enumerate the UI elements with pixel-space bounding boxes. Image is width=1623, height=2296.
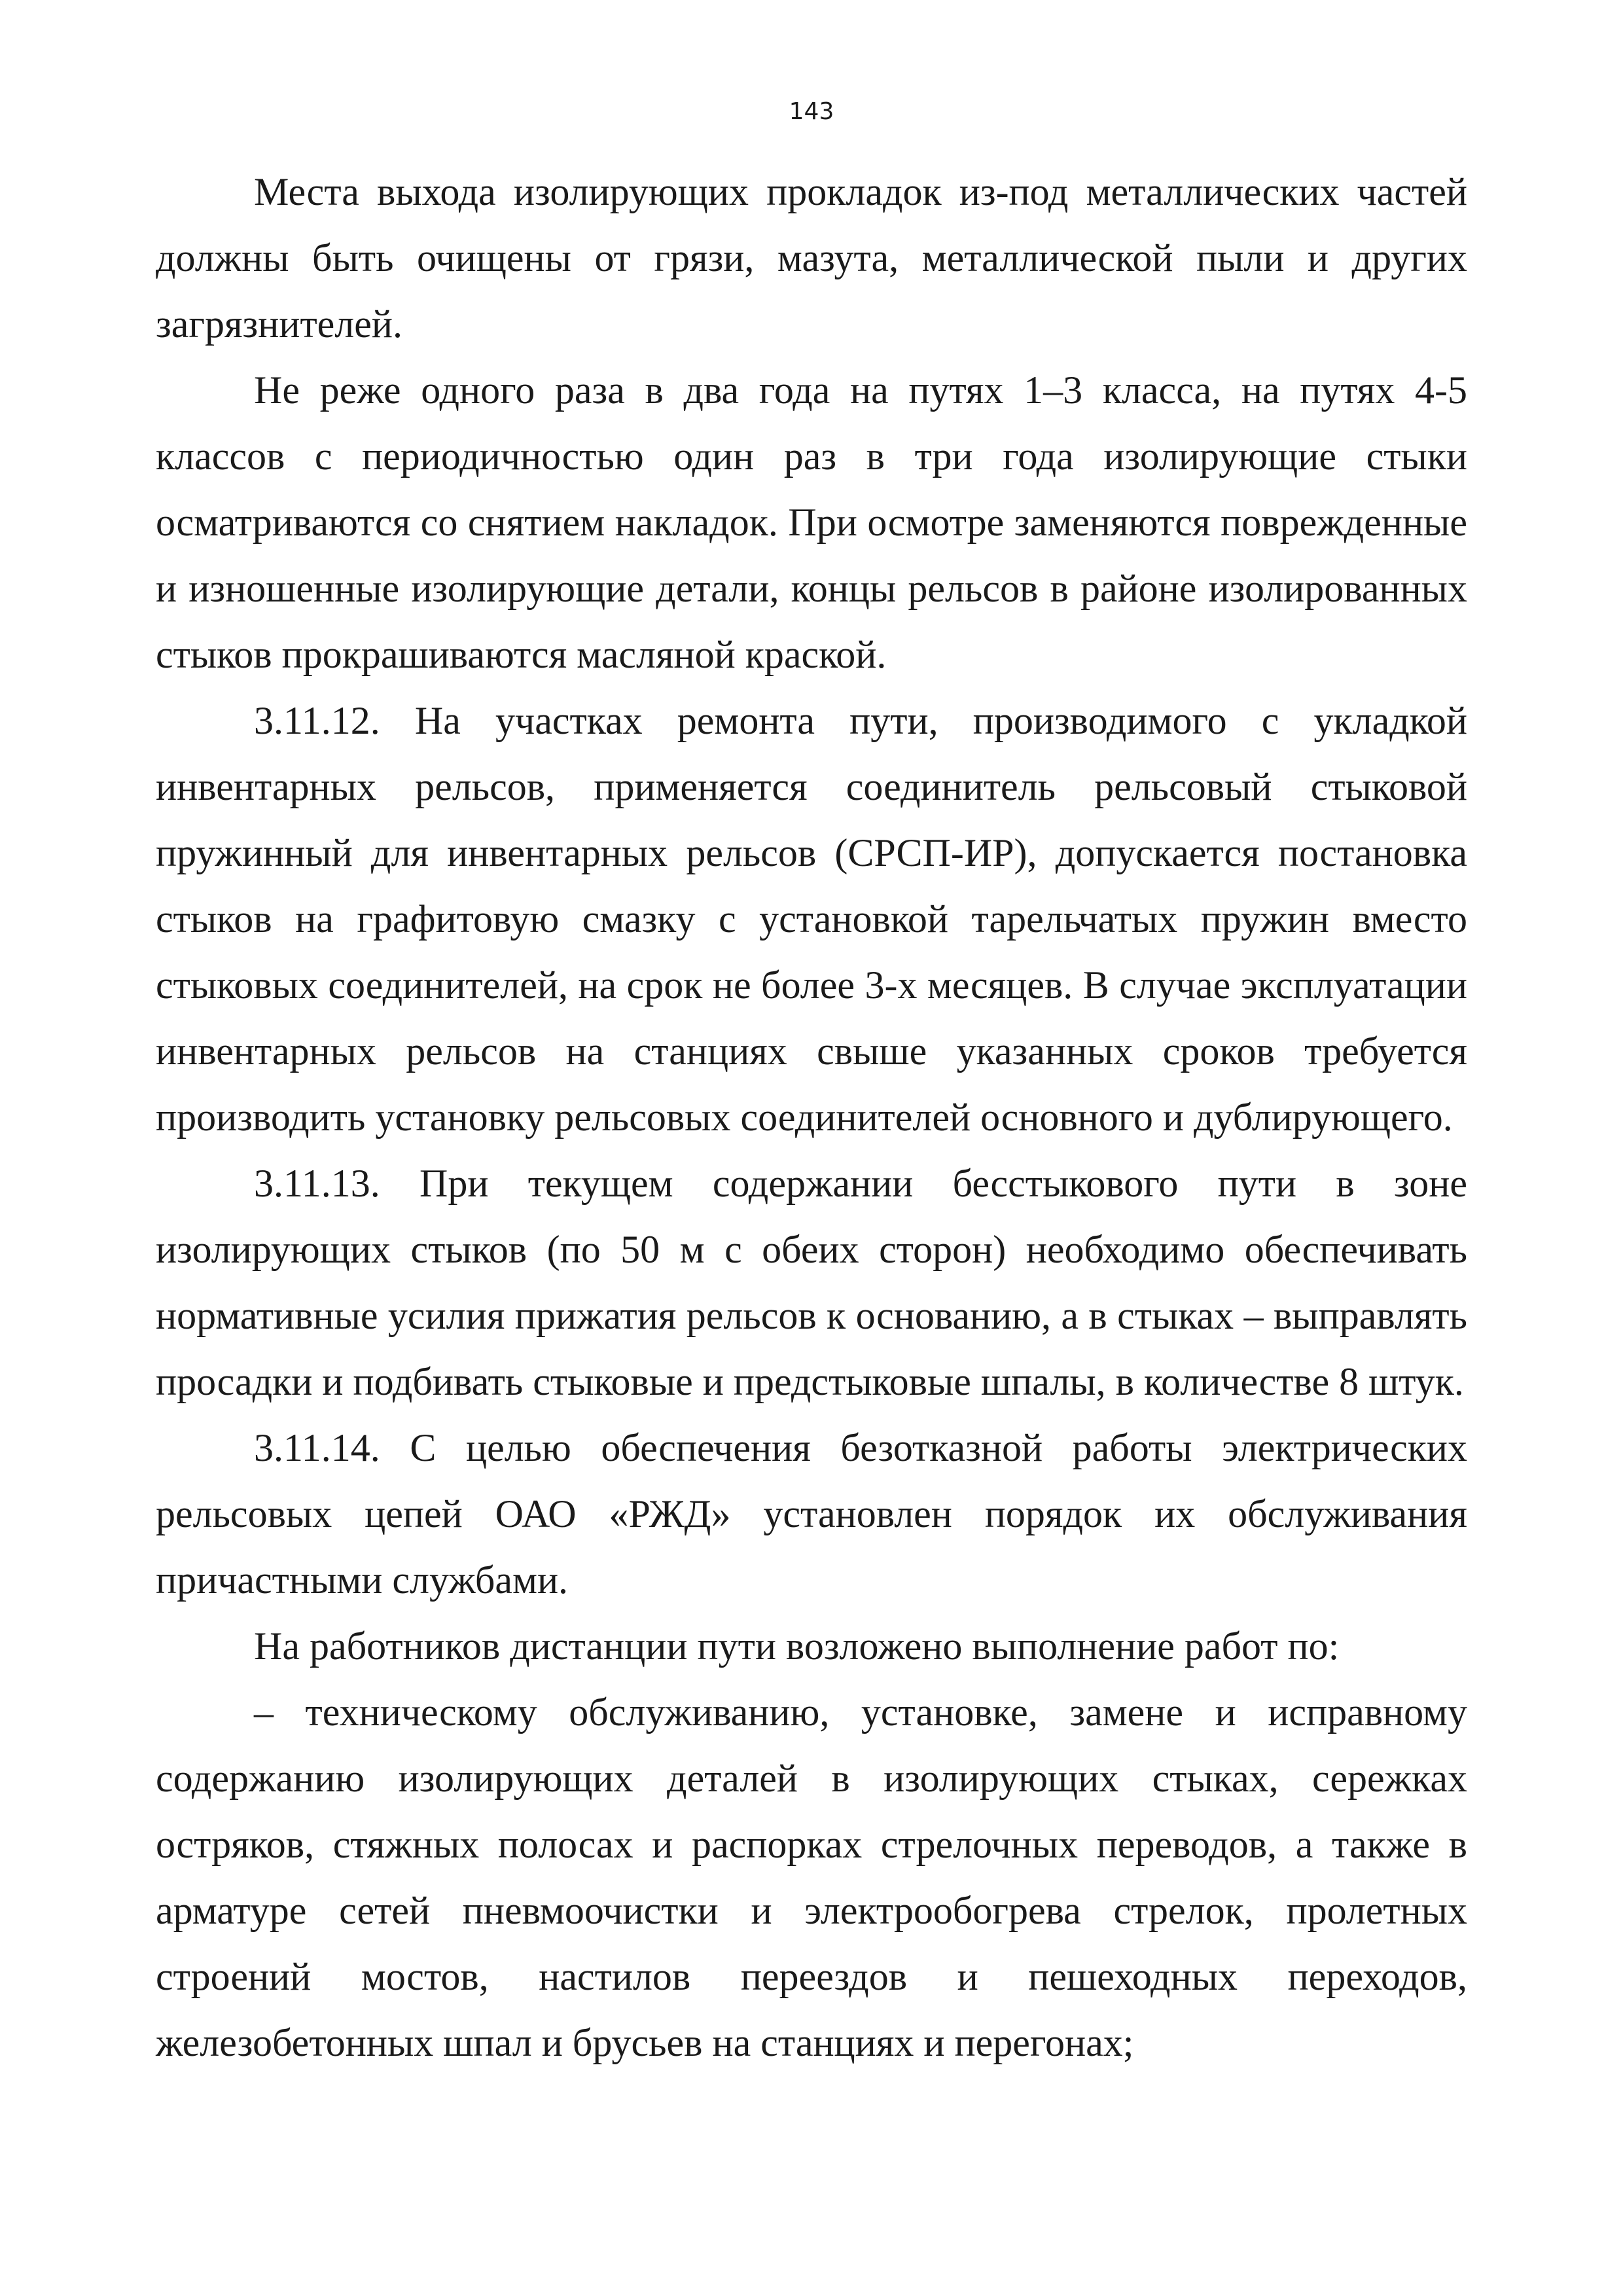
paragraph: На работников дистанции пути возложено выполнение работ по: [254, 1624, 1340, 1668]
page-number: 143 [789, 98, 834, 125]
paragraph: 3.11.12. На участках ремонта пути, производимого с укладкой инвентарных рельсов, применяется соединитель рельсовый стыковой пружинный для инвентарных рельсов (СРСП-ИР), допускается постановка стыков на графитовую смазку с установкой тарельчатых пружин вместо стыковых соединителей, на срок не более 3-х месяцев. В случае эксплуатации инвентарных рельсов на станциях свыше указанных сроков требуется производить установку рельсовых соединителей основного и дублирующего. [156, 699, 1467, 1139]
paragraph: 3.11.13. При текущем содержании бесстыкового пути в зоне изолирующих стыков (по 50 м с обеих сторон) необходимо обеспечивать нормативные усилия прижатия рельсов к основанию, а в стыках – выправлять просадки и подбивать стыковые и предстыковые шпалы, в количестве 8 штук. [156, 1162, 1467, 1403]
paragraph: Не реже одного раза в два года на путях 1–3 класса, на путях 4-5 классов с периодичностью один раз в три года изолирующие стыки осматриваются со снятием накладок. При осмотре заменяются поврежденные и изношенные изолирующие детали, концы рельсов в районе изолированных стыков прокрашиваются масляной краской. [156, 368, 1467, 676]
document-body [156, 159, 1467, 2076]
paragraph: Места выхода изолирующих прокладок из-под металлических частей должны быть очищены от грязи, мазута, металлической пыли и других загрязнителей. [156, 170, 1467, 346]
paragraph: – техническому обслуживанию, установке, замене и исправному содержанию изолирующих деталей в изолирующих стыках, сережках остряков, стяжных полосах и распорках стрелочных переводов, а также в арматуре сетей пневмоочистки и электрообогрева стрелок, пролетных строений мостов, настилов переездов и пешеходных переходов, железобетонных шпал и брусьев на станциях и перегонах; [156, 1691, 1467, 2064]
paragraph: 3.11.14. С целью обеспечения безотказной работы электрических рельсовых цепей ОАО «РЖД» установлен порядок их обслуживания причастными службами. [156, 1426, 1467, 1602]
